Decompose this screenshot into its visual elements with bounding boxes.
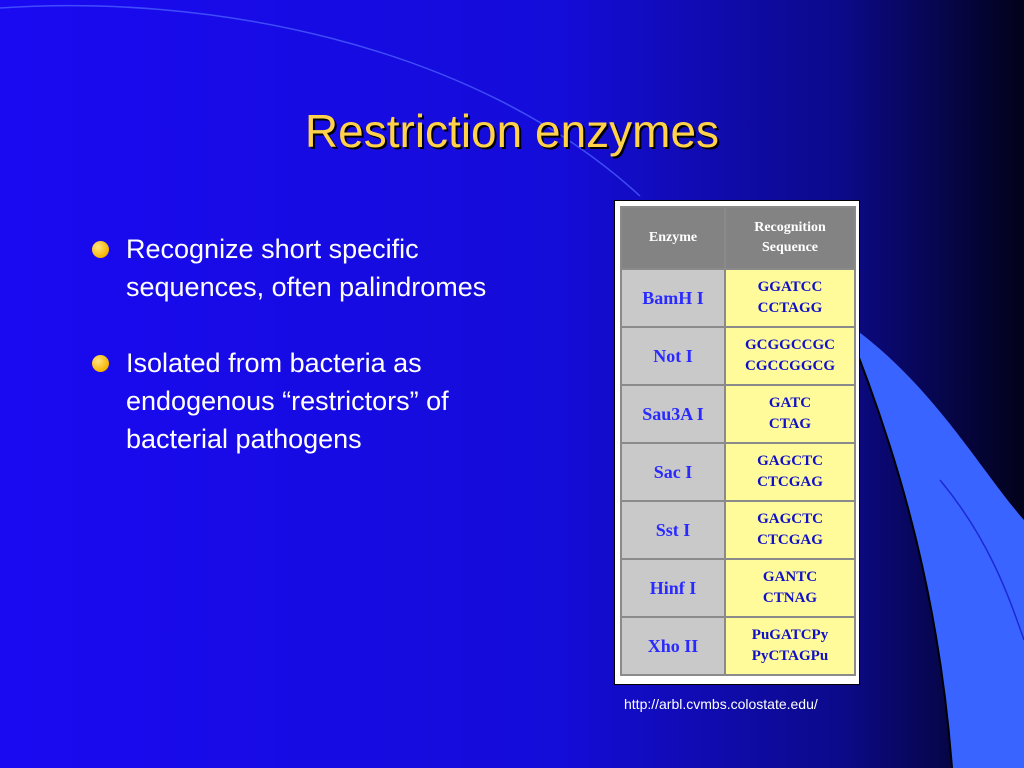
header-enzyme: Enzyme [621, 207, 725, 269]
recognition-sequence [725, 385, 855, 443]
recognition-sequence [725, 269, 855, 327]
bullet-text: Recognize short specific sequences, often palindromes [126, 234, 487, 302]
slide-title: Restriction enzymes [304, 105, 720, 157]
table-row [621, 559, 855, 617]
sequence-bottom-strand: CTCGAG [757, 532, 823, 548]
enzyme-name: Xho II [621, 617, 725, 675]
enzyme-name: Not I [621, 327, 725, 385]
header-sequence-line-2: Sequence [762, 240, 818, 255]
sequence-bottom-strand: CCTAGG [757, 300, 823, 316]
enzyme-name: Sac I [621, 443, 725, 501]
enzyme-table [620, 206, 856, 676]
recognition-sequence [725, 443, 855, 501]
enzyme-name: BamH I [621, 269, 725, 327]
sequence-top-strand: GAGCTC [757, 511, 823, 527]
table-row [621, 269, 855, 327]
sequence-bottom-strand: PyCTAGPu [751, 648, 829, 664]
enzyme-name: Hinf I [621, 559, 725, 617]
bullet-text: Isolated from bacteria as endogenous “restrictors” of bacterial pathogens [126, 348, 449, 454]
bullet-item [92, 344, 492, 458]
table-row [621, 385, 855, 443]
bullet-dot-icon [92, 355, 109, 372]
sequence-top-strand: GCGGCCGC [745, 337, 835, 353]
sequence-bottom-strand: CGCCGGCG [745, 358, 835, 374]
sequence-top-strand: GANTC [762, 569, 818, 585]
header-recognition-sequence [725, 207, 855, 269]
sequence-top-strand: GATC [768, 395, 812, 411]
sequence-top-strand: GAGCTC [757, 453, 823, 469]
bullet-dot-icon [92, 241, 109, 258]
table-row [621, 501, 855, 559]
recognition-sequence [725, 501, 855, 559]
recognition-sequence [725, 559, 855, 617]
sequence-top-strand: GGATCC [757, 279, 823, 295]
bullet-list [92, 230, 492, 496]
recognition-sequence [725, 617, 855, 675]
table-row [621, 443, 855, 501]
header-sequence-line-1: Recognition [754, 220, 826, 235]
enzyme-name: Sau3A I [621, 385, 725, 443]
sequence-bottom-strand: CTAG [768, 416, 812, 432]
enzyme-table-frame [614, 200, 860, 685]
sequence-bottom-strand: CTCGAG [757, 474, 823, 490]
table-row [621, 327, 855, 385]
bullet-item [92, 230, 492, 306]
enzyme-name: Sst I [621, 501, 725, 559]
source-link[interactable]: http://arbl.cvmbs.colostate.edu/ [624, 696, 818, 712]
table-header-row [621, 207, 855, 269]
recognition-sequence [725, 327, 855, 385]
sequence-top-strand: PuGATCPy [751, 627, 829, 643]
table-row [621, 617, 855, 675]
sequence-bottom-strand: CTNAG [762, 590, 818, 606]
